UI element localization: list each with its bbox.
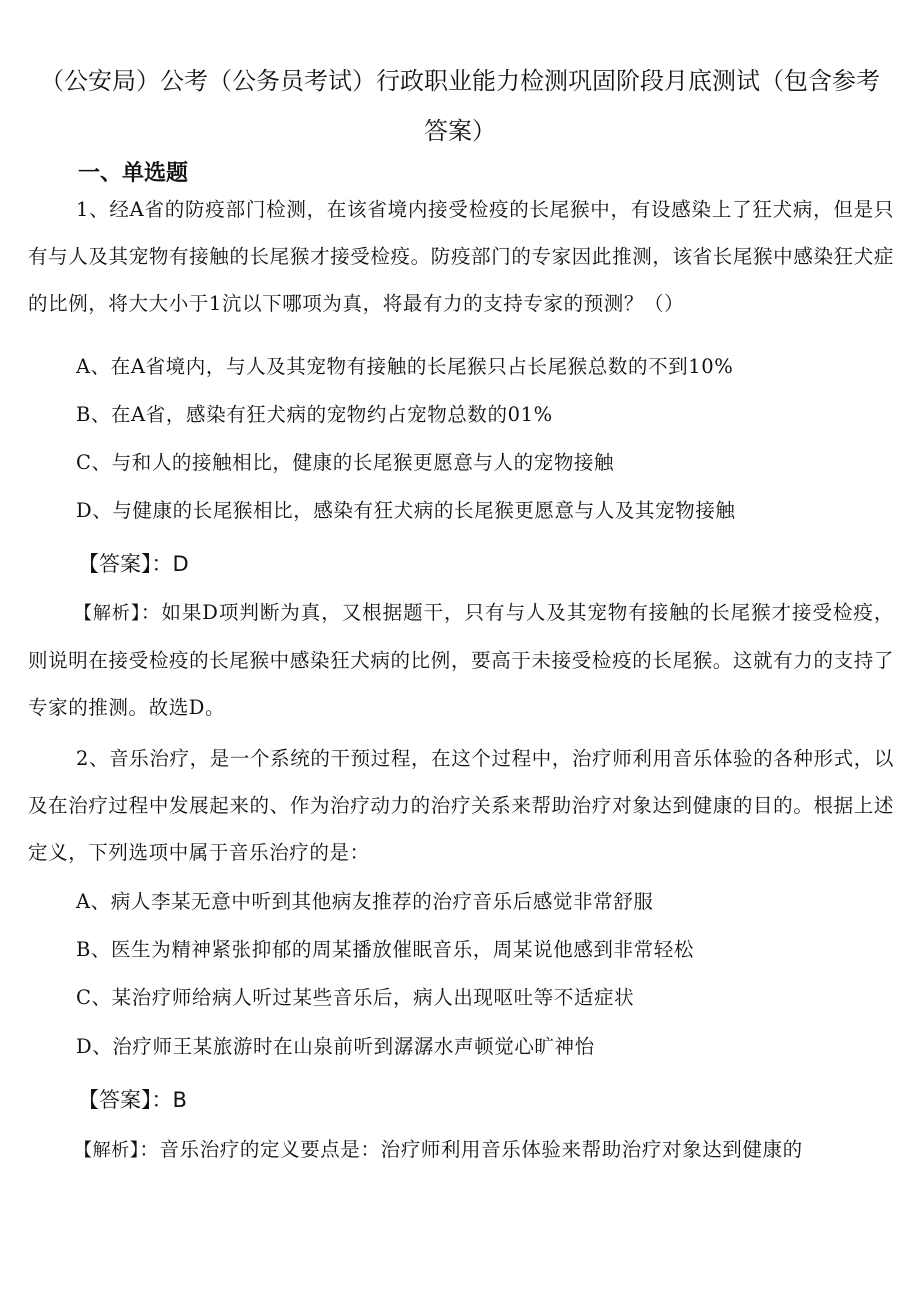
question-1-option-d: D、与健康的长尾猴相比，感染有狂犬病的长尾猴更愿意与人及其宠物接触 (76, 499, 736, 522)
explanation-text: ：如果D项判断为真，又根据题干，只有与人及其宠物有接触的长尾猴才接受检疫，则说明在接受检疫的长尾猴中感染狂犬病的比例，要高于未接受检疫的长尾猴。这就有力的支持了专家的推测。故选D。 (28, 601, 894, 719)
question-2-answer: 【答案】：B (78, 1088, 187, 1112)
question-2-option-a: A、病人李某无意中听到其他病友推荐的治疗音乐后感觉非常舒服 (76, 890, 654, 913)
question-1-answer: 【答案】：D (78, 552, 189, 576)
section-heading: 一、单选题 (78, 161, 189, 186)
question-1-option-a: A、在A省境内，与人及其宠物有接触的长尾猴只占长尾猴总数的不到10% (76, 355, 734, 378)
question-2-explanation (28, 1126, 894, 1174)
question-2-option-b: B、医生为精神紧张抑郁的周某播放催眠音乐，周某说他感到非常轻松 (76, 938, 694, 961)
question-1-option-c: C、与和人的接触相比，健康的长尾猴更愿意与人的宠物接触 (76, 451, 615, 474)
document-title: （公安局）公考（公务员考试）行政职业能力检测巩固阶段月底测试（包含参考答案） (40, 67, 880, 145)
question-1-option-b: B、在A省，感染有狂犬病的宠物约占宠物总数的01% (76, 403, 553, 426)
question-1-explanation (28, 589, 894, 731)
explanation-text: ：音乐治疗的定义要点是：治疗师利用音乐体验来帮助治疗对象达到健康的 (139, 1138, 803, 1161)
question-2-option-d: D、治疗师王某旅游时在山泉前听到潺潺水声顿觉心旷神怡 (76, 1035, 595, 1058)
question-1-stem: 1、经A省的防疫部门检测，在该省境内接受检疫的长尾猴中，有设感染上了狂犬病，但是只有与人及其宠物有接触的长尾猴才接受检疫。防疫部门的专家因此推测，该省长尾猴中感染狂犬症的比例，将大大小于1沆以下哪项为真，将最有力的支持专家的预测？（） (28, 198, 894, 315)
question-2-option-c: C、某治疗师给病人听过某些音乐后，病人出现呕吐等不适症状 (76, 986, 635, 1009)
explanation-label: 【解析】 (74, 603, 141, 624)
question-2-stem: 2、音乐治疗，是一个系统的干预过程，在这个过程中，治疗师利用音乐体验的各种形式，以及在治疗过程中发展起来的、作为治疗动力的治疗关系来帮助治疗对象达到健康的目的。根据上述定义，下列选项中属于音乐治疗的是： (28, 747, 894, 864)
explanation-label: 【解析】 (74, 1140, 140, 1161)
